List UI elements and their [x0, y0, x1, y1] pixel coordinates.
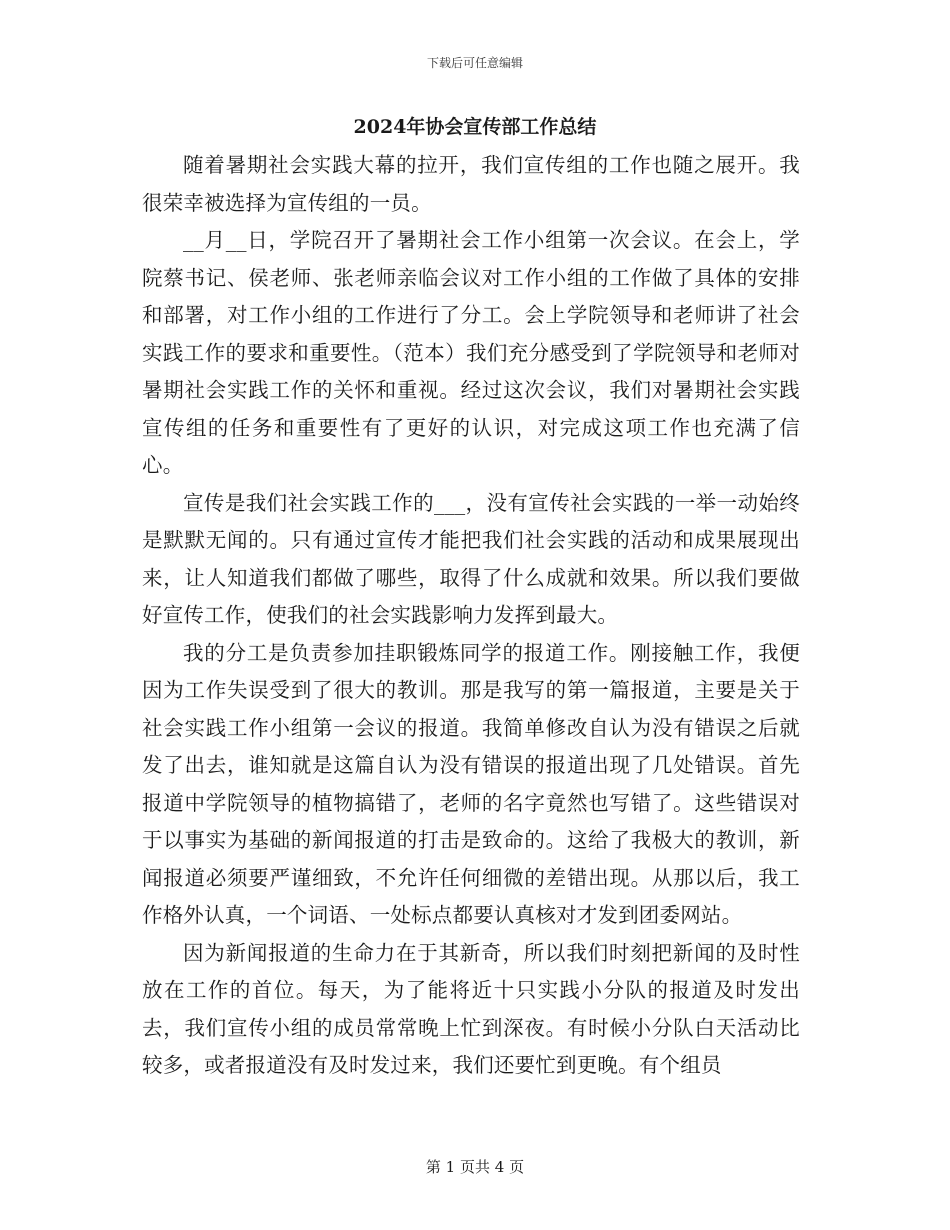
paragraph-5: 因为新闻报道的生命力在于其新奇，所以我们时刻把新闻的及时性放在工作的首位。每天，为了能将近十只实践小分队的报道及时发出去，我们宣传小组的成员常常晚上忙到深夜。有时候小分队白天活动比较多，或者报道没有及时发过来，我们还要忙到更晚。有个组员 — [142, 940, 800, 1077]
document-body — [142, 145, 800, 1085]
document-title: 2024年协会宣传部工作总结 — [353, 116, 597, 138]
header-note: 下载后可任意编辑 — [426, 56, 523, 70]
paragraph-1: 随着暑期社会实践大幕的拉开，我们宣传组的工作也随之展开。我很荣幸被选择为宣传组的一员。 — [142, 153, 800, 215]
paragraph-4: 我的分工是负责参加挂职锻炼同学的报道工作。刚接触工作，我便因为工作失误受到了很大的教训。那是我写的第一篇报道，主要是关于社会实践工作小组第一会议的报道。我简单修改自认为没有错误之后就发了出去，谁知就是这篇自认为没有错误的报道出现了几处错误。首先报道中学院领导的植物搞错了，老师的名字竟然也写错了。这些错误对于以事实为基础的新闻报道的打击是致命的。这给了我极大的教训，新闻报道必须要严谨细致，不允许任何细微的差错出现。从那以后，我工作格外认真，一个词语、一处标点都要认真核对才发到团委网站。 — [142, 640, 800, 927]
paragraph-2: __月__日，学院召开了暑期社会工作小组第一次会议。在会上，学院蔡书记、侯老师、张老师亲临会议对工作小组的工作做了具体的安排和部署，对工作小组的工作进行了分工。会上学院领导和老师讲了社会实践工作的要求和重要性。（范本）我们充分感受到了学院领导和老师对暑期社会实践工作的关怀和重视。经过这次会议，我们对暑期社会实践宣传组的任务和重要性有了更好的认识，对完成这项工作也充满了信心。 — [142, 228, 800, 477]
page-footer: 第 1 页共 4 页 — [425, 1158, 525, 1176]
paragraph-3: 宣传是我们社会实践工作的___，没有宣传社会实践的一举一动始终是默默无闻的。只有通过宣传才能把我们社会实践的活动和成果展现出来，让人知道我们都做了哪些，取得了什么成就和效果。所以我们要做好宣传工作，使我们的社会实践影响力发挥到最大。 — [142, 490, 800, 627]
